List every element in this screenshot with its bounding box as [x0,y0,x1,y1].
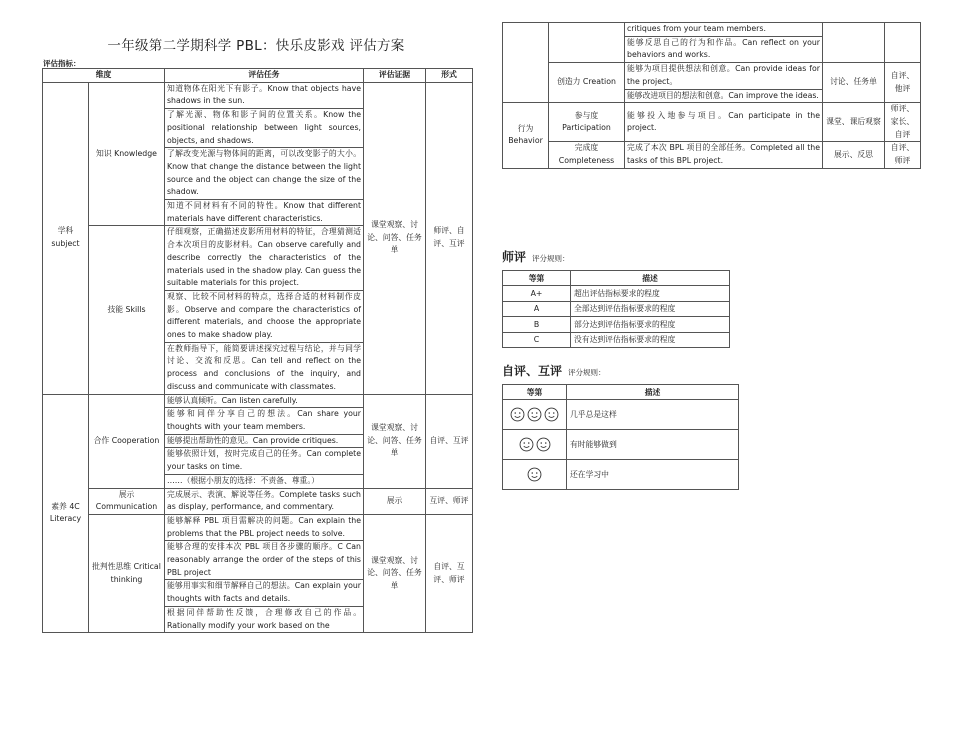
table-row [503,103,921,142]
communication-form: 互评、师评 [426,488,473,514]
assessment-table-continued [502,22,921,169]
literacy-label: 素养 4C Literacy [43,394,89,633]
grade-cell: A [503,301,571,316]
task-cell: 完成了本次 BPL 项目的全部任务。Completed all the tasks of this BPL project. [625,142,823,168]
cooperation-label: 合作 Cooperation [89,394,165,488]
task-cell: 能够解释 PBL 项目需解决的问题。Can explain the problems that the PBL project needs to solve. [165,514,364,540]
table-row [503,430,739,460]
task-cell: 了解改变光源与物体间的距离，可以改变影子的大小。Know that change the distance between the light source and the object can change the size of the shadow. [165,148,364,200]
skills-label: 技能 Skills [89,226,165,394]
table-row [503,142,921,168]
participation-evidence: 课堂、课后观察 [823,103,885,142]
task-cell: 能够和同伴分享自己的想法。Can share your thoughts with your team members. [165,408,364,434]
participation-form: 师评、家长、自评 [885,103,921,142]
creation-form: 自评、他评 [885,63,921,103]
table-row [43,82,473,108]
subject-evidence: 课堂观察、讨论、问答、任务单 [364,82,426,394]
task-cell: 知道不同材料有不同的特性。Know that different materials have different characteristics. [165,200,364,226]
empty-cell [503,23,549,103]
participation-label: 参与度 Participation [549,103,625,142]
table-row [503,317,730,332]
communication-label: 展示 Communication [89,488,165,514]
teacher-rules-title [502,248,570,265]
table-row [43,394,473,408]
task-cell: 能够投入地参与项目。Can participate in the project. [625,103,823,142]
creation-label: 创造力 Creation [549,63,625,103]
task-cell: 能够依照计划，按时完成自己的任务。Can complete your tasks on time. [165,448,364,474]
grade-cell: A+ [503,286,571,301]
document-title: 一年级第二学期科学 PBL：快乐皮影戏 评估方案 [107,38,405,54]
task-cell: 知道物体在阳光下有影子。Know that objects have shadows in the sun. [165,82,364,108]
smiley-face-icon [544,407,559,422]
cooperation-evidence: 课堂观察、讨论、问答、任务单 [364,394,426,488]
completeness-form: 自评、师评 [885,142,921,168]
table-header-row [43,69,473,83]
self-rules-table [502,384,739,490]
self-rules-subtitle: 评分规则： [568,368,606,377]
table-row [503,400,739,430]
table-row [503,63,921,89]
task-cell: 能够合理的安排本次 PBL 项目各步骤的顺序。C Can reasonably arrange the order of the steps of this PBL project [165,541,364,580]
task-cell: 了解光源、物体和影子间的位置关系。Know the positional relationship between light sources, objects, and shadows. [165,109,364,148]
self-rules-heading: 自评、互评 [502,364,563,378]
cooperation-form: 自评、互评 [426,394,473,488]
grade-header: 等第 [503,385,567,400]
table-header-row [503,271,730,286]
desc-header: 描述 [571,271,730,286]
task-cell: 根据同伴帮助性反馈，合理修改自己的作品。Rationally modify your work based on the [165,606,364,632]
smiley-face-icon [536,437,551,452]
completeness-label: 完成度 Completeness [549,142,625,168]
behavior-label: 行为 Behavior [503,103,549,169]
header-evidence: 评估证据 [364,69,426,83]
task-cell: 能够改进项目的想法和创意。Can improve the ideas. [625,89,823,103]
critical-evidence: 课堂观察、讨论、问答、任务单 [364,514,426,632]
desc-cell: 还在学习中 [567,460,739,490]
critical-form: 自评、互评、师评 [426,514,473,632]
task-cell: 在教师指导下，能简要讲述探究过程与结论，并与同学讨论、交流和反思。Can tell and reflect on the process and conclusions of the inquiry, and discuss and communicate with classmates. [165,342,364,394]
subject-form: 师评、自评、互评 [426,82,473,394]
subject-label: 学科 subject [43,82,89,394]
header-form: 形式 [426,69,473,83]
table-row [503,332,730,347]
table-row [43,514,473,540]
desc-cell: 没有达到评估指标要求的程度 [571,332,730,347]
teacher-rules-table [502,270,730,348]
desc-cell: 有时能够做到 [567,430,739,460]
communication-evidence: 展示 [364,488,426,514]
critical-thinking-label: 批判性思维 Critical thinking [89,514,165,632]
task-cell: 能够提出帮助性的意见。Can provide critiques. [165,434,364,448]
self-rules-title [502,362,606,379]
teacher-rules-heading: 师评 [502,250,527,264]
smiley-rating [503,400,567,430]
desc-cell: 全部达到评估指标要求的程度 [571,301,730,316]
grade-cell: B [503,317,571,332]
completeness-evidence: 展示、反思 [823,142,885,168]
indicator-label: 评估指标： [43,59,81,68]
smiley-rating [503,460,567,490]
table-header-row [503,385,739,400]
table-row [503,286,730,301]
knowledge-label: 知识 Knowledge [89,82,165,226]
smiley-face-icon [527,407,542,422]
task-cell: 观察、比较不同材料的特点，选择合适的材料制作皮影。Observe and compare the characteristics of different materials, and choose the appropriate ones to make shadow play. [165,290,364,342]
left-page [38,22,474,712]
creation-evidence: 讨论、任务单 [823,63,885,103]
task-cell: 完成展示、表演、解说等任务。Complete tasks such as display, performance, and commentary. [165,488,364,514]
desc-cell: 部分达到评估指标要求的程度 [571,317,730,332]
teacher-rules-subtitle: 评分规则： [532,254,570,263]
desc-cell: 几乎总是这样 [567,400,739,430]
empty-cell [549,23,625,63]
task-cell: 能够用事实和细节解释自己的想法。Can explain your thoughts with facts and details. [165,580,364,606]
smiley-face-icon [519,437,534,452]
smiley-face-icon [510,407,525,422]
task-cell: ……（根据小朋友的选择：不责备、尊重。） [165,474,364,488]
smiley-rating [503,430,567,460]
task-cell: critiques from your team members. [625,23,823,37]
empty-cell [823,23,885,63]
table-row [503,301,730,316]
header-dimension: 维度 [43,69,165,83]
empty-cell [885,23,921,63]
header-task: 评估任务 [165,69,364,83]
task-cell: 仔细观察，正确描述皮影所用材料的特征，合理猜测适合本次项目的皮影材料。Can observe carefully and describe correctly the characteristics of the materials used in the shadow play. Can guess the suitable materials for this project. [165,226,364,291]
grade-header: 等第 [503,271,571,286]
table-row [43,488,473,514]
assessment-table [42,68,473,633]
task-cell: 能够反思自己的行为和作品。Can reflect on your behaviors and works. [625,36,823,62]
task-cell: 能够为项目提供想法和创意。Can provide ideas for the project。 [625,63,823,89]
right-page [498,22,922,492]
desc-cell: 超出评估指标要求的程度 [571,286,730,301]
smiley-face-icon [527,467,542,482]
desc-header: 描述 [567,385,739,400]
table-row [503,460,739,490]
grade-cell: C [503,332,571,347]
table-row [503,23,921,37]
task-cell: 能够认真倾听。Can listen carefully. [165,394,364,408]
